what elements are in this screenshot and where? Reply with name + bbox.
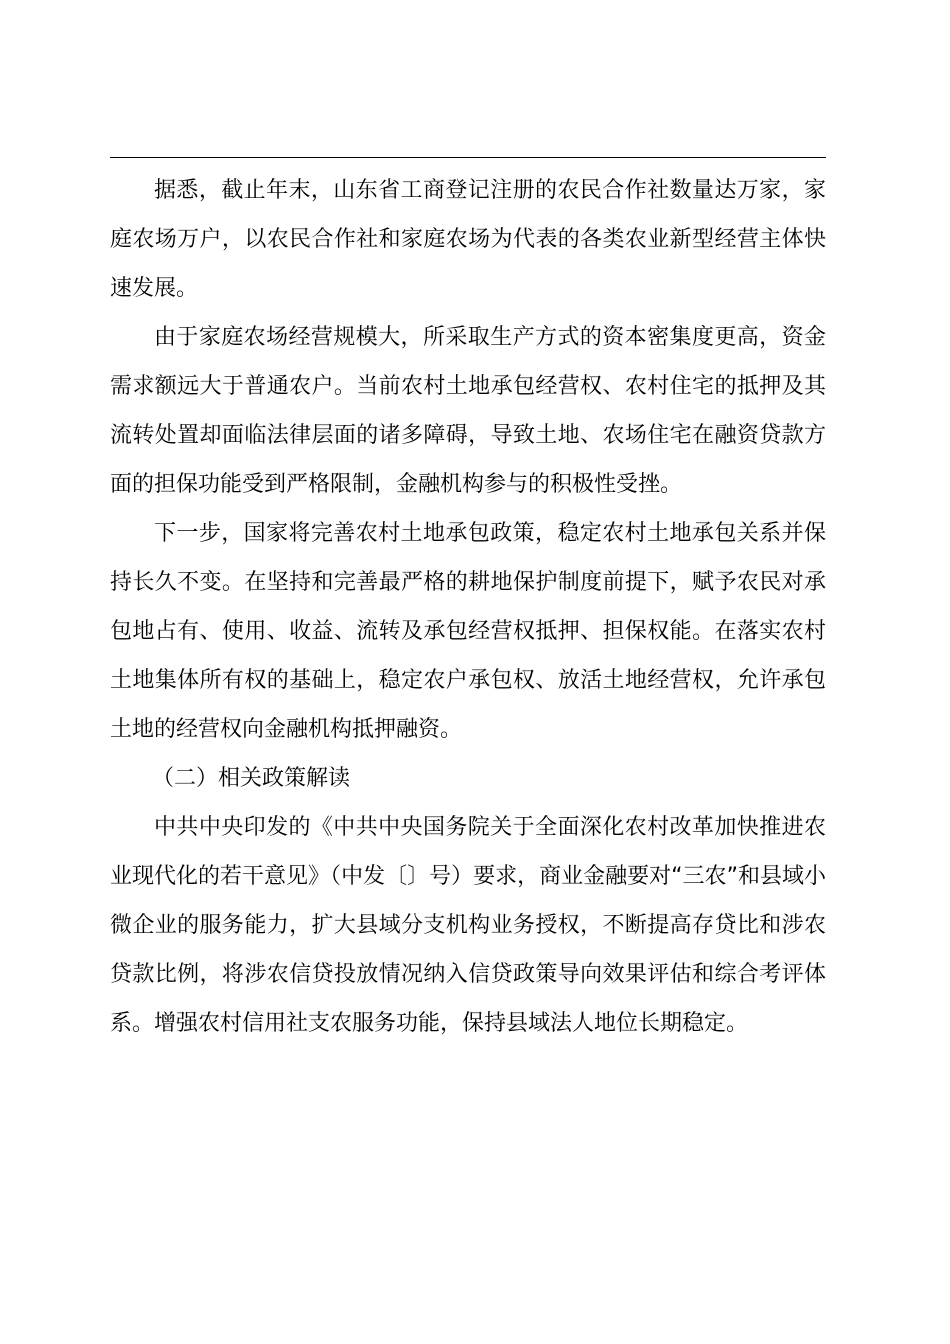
document-body <box>110 166 826 1048</box>
paragraph-policy-interpretation: 中共中央印发的《中共中央国务院关于全面深化农村改革加快推进农业现代化的若干意见》（中发〔〕号）要求，商业金融要对“三农”和县域小微企业的服务能力，扩大县域分支机构业务授权，不断提高存贷比和涉农贷款比例，将涉农信贷投放情况纳入信贷政策导向效果评估和综合考评体系。增强农村信用社支农服务功能，保持县域法人地位长期稳定。 <box>110 815 826 1036</box>
section-heading: （二）相关政策解读 <box>152 766 351 791</box>
paragraph-land-policy: 下一步，国家将完善农村土地承包政策，稳定农村土地承包关系并保持长久不变。在坚持和完善最严格的耕地保护制度前提下，赋予农民对承包地占有、使用、收益、流转及承包经营权抵押、担保权能。在落实农村土地集体所有权的基础上，稳定农户承包权、放活土地经营权，允许承包土地的经营权向金融机构抵押融资。 <box>110 521 826 742</box>
paragraph-cooperatives: 据悉，截止年末，山东省工商登记注册的农民合作社数量达万家，家庭农场万户，以农民合作社和家庭农场为代表的各类农业新型经营主体快速发展。 <box>110 178 826 301</box>
paragraph-family-farm-financing: 由于家庭农场经营规模大，所采取生产方式的资本密集度更高，资金需求额远大于普通农户。当前农村土地承包经营权、农村住宅的抵押及其流转处置却面临法律层面的诸多障碍，导致土地、农场住宅在融资贷款方面的担保功能受到严格限制，金融机构参与的积极性受挫。 <box>110 325 826 497</box>
header-divider <box>110 157 826 158</box>
